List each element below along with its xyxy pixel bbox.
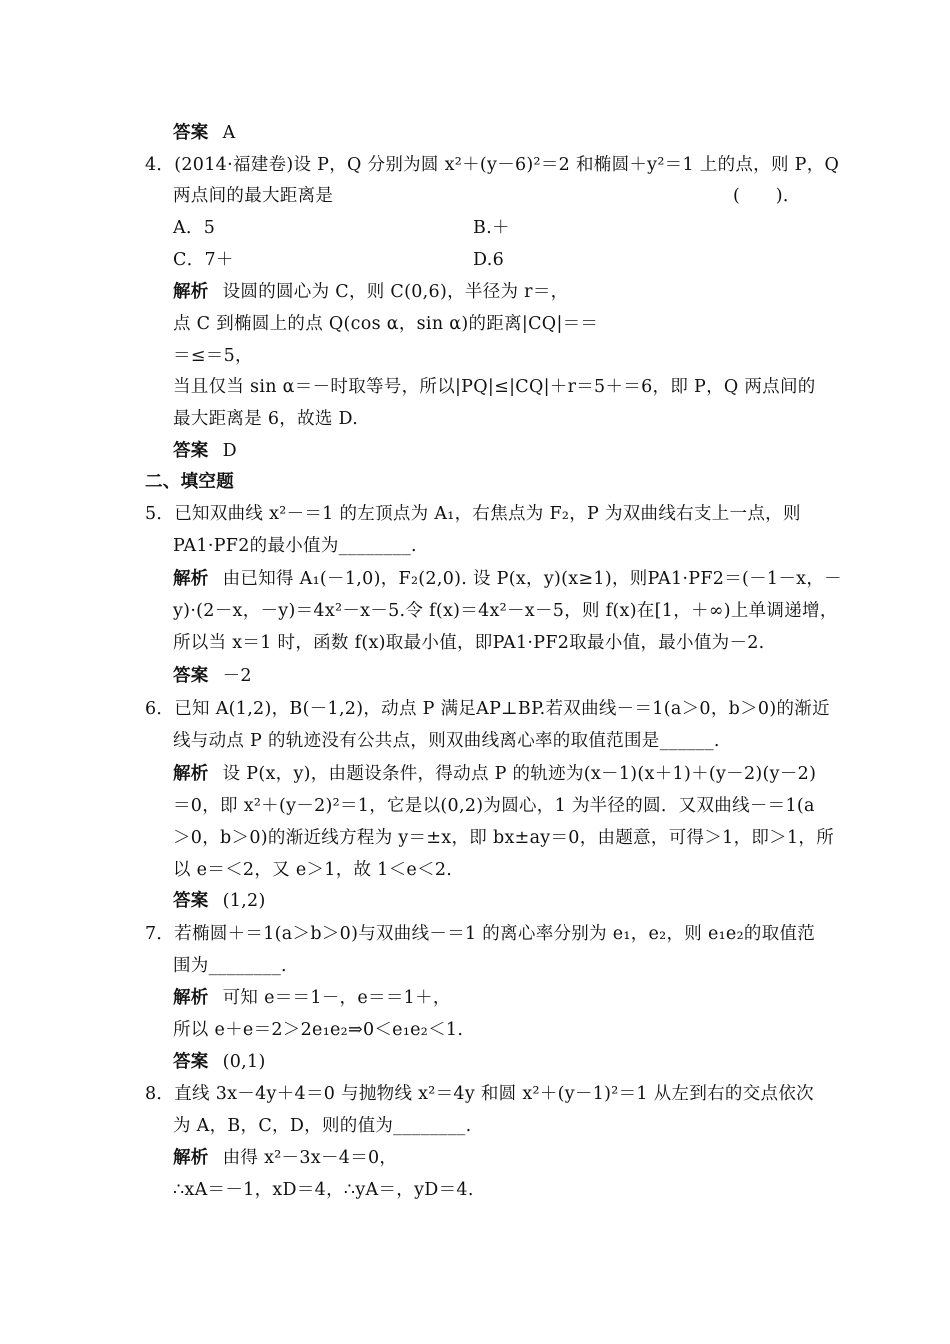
- line-text: A: [222, 123, 236, 143]
- answer-blank: ( )．: [733, 186, 801, 206]
- text-line: [173, 535, 417, 557]
- option-b-text: B.＋: [473, 218, 510, 238]
- text-line: [173, 185, 801, 207]
- text-line: [173, 955, 287, 977]
- line-text: 以 e＝＜2，又 e＞1，故 1＜e＜2.: [173, 860, 453, 880]
- line-text: 8．直线 3x－4y＋4＝0 与抛物线 x²＝4y 和圆 x²＋(y－1)²＝1 从左到右的交点依次: [145, 1084, 814, 1104]
- text-line: [173, 987, 451, 1009]
- line-text: 6．已知 A(1,2)，B(－1,2)，动点 P 满足AP⊥BP.若双曲线－＝1(a＞0，b＞0)的渐近: [145, 699, 830, 719]
- line-text: D: [222, 441, 237, 461]
- text-line: [145, 503, 801, 525]
- line-text: －2: [222, 666, 252, 686]
- line-text: 设圆的圆心为 C，则 C(0,6)，半径为 r＝，: [222, 282, 569, 302]
- line-label: 解析: [173, 569, 209, 589]
- line-text: 所以 e＋e＝2＞2e₁e₂⇒0＜e₁e₂＜1.: [173, 1020, 464, 1040]
- line-text: ＞0，b＞0)的渐近线方程为 y＝±x，即 bx±ay＝0，由题意，可得＞1，即＞1，所: [173, 828, 834, 848]
- line-text: 为 A，B，C，D，则的值为________.: [173, 1116, 472, 1136]
- text-line: [173, 345, 253, 367]
- line-text: 7．若椭圆＋＝1(a＞b＞0)与双曲线－＝1 的离心率分别为 e₁，e₂，则 e₁e₂的取值范: [145, 924, 816, 944]
- line-text: 可知 e＝＝1－，e＝＝1＋，: [222, 988, 451, 1008]
- text-line: [173, 890, 266, 912]
- line-text: 二、填空题: [145, 472, 234, 492]
- line-text: 5．已知双曲线 x²－＝1 的左顶点为 A₁，右焦点为 F₂，P 为双曲线右支上一点，则: [145, 504, 801, 524]
- text-line: [173, 313, 598, 335]
- line-text: ∴xA＝－1，xD＝4，∴yA＝，yD＝4.: [173, 1180, 474, 1200]
- line-label: 解析: [173, 764, 209, 784]
- line-text: ＝≤＝5，: [173, 346, 253, 366]
- line-label: 解析: [173, 988, 209, 1008]
- text-line: [145, 1083, 814, 1105]
- line-text: 围为________.: [173, 956, 287, 976]
- text-line: [173, 376, 816, 398]
- line-text: ＝0，即 x²＋(y－2)²＝1，它是以(0,2)为圆心，1 为半径的圆．又双曲线－＝1(a: [173, 796, 815, 816]
- text-line: [173, 1179, 474, 1201]
- line-text: 由得 x²－3x－4＝0，: [222, 1148, 398, 1168]
- line-text: 点 C 到椭圆上的点 Q(cos α，sin α)的距离|CQ|＝＝: [173, 314, 599, 334]
- text-line: [173, 1115, 471, 1137]
- line-label: 答案: [173, 1052, 209, 1072]
- text-line: [173, 122, 236, 144]
- text-line: [145, 923, 815, 945]
- line-text: 线与动点 P 的轨迹没有公共点，则双曲线离心率的取值范围是______.: [173, 731, 720, 751]
- text-line: [173, 632, 765, 654]
- section-heading: [145, 471, 234, 493]
- text-line: [173, 600, 838, 622]
- line-label: 解析: [173, 1148, 209, 1168]
- line-text: y)·(2－x，－y)＝4x²－x－5.令 f(x)＝4x²－x－5，则 f(x)在[1，＋∞)上单调递增，: [173, 601, 838, 621]
- line-text: 所以当 x＝1 时，函数 f(x)取最小值，即PA1·PF2取最小值，最小值为－2.: [173, 633, 765, 653]
- text-line: [173, 795, 815, 817]
- line-label: 答案: [173, 441, 209, 461]
- text-line: [173, 763, 816, 785]
- option-b-text: D.6: [473, 250, 505, 270]
- text-line: [173, 281, 568, 303]
- line-label: 答案: [173, 123, 209, 143]
- text-line: [173, 1019, 463, 1041]
- text-line: [173, 408, 358, 430]
- text-line: [173, 859, 452, 881]
- line-text: 设 P(x，y)，由题设条件，得动点 P 的轨迹为(x－1)(x＋1)＋(y－2)(y－2): [222, 764, 817, 784]
- text-line: [173, 1051, 266, 1073]
- text-line: [173, 568, 842, 590]
- line-text: C．7＋: [173, 250, 234, 270]
- line-text: PA1·PF2的最小值为________.: [173, 536, 417, 556]
- line-text: 最大距离是 6，故选 D.: [173, 409, 359, 429]
- text-line: [145, 154, 839, 176]
- text-line: [173, 440, 237, 462]
- line-text: (1,2): [222, 891, 266, 911]
- line-text: 两点间的最大距离是: [173, 186, 334, 206]
- text-line: [173, 249, 505, 271]
- text-line: [173, 665, 252, 687]
- line-text: 当且仅当 sin α＝－时取等号，所以|PQ|≤|CQ|＋r＝5＋＝6，即 P，Q 两点间的: [173, 377, 816, 397]
- line-text: 4．(2014·福建卷)设 P，Q 分别为圆 x²＋(y－6)²＝2 和椭圆＋y²＝1 上的点，则 P，Q: [145, 155, 840, 175]
- line-text: 由已知得 A₁(－1,0)，F₂(2,0). 设 P(x，y)(x≥1)，则PA1·PF2＝(－1－x，－: [222, 569, 842, 589]
- line-label: 解析: [173, 282, 209, 302]
- text-line: [173, 1147, 397, 1169]
- line-text: (0,1): [222, 1052, 266, 1072]
- text-line: [173, 730, 720, 752]
- line-text: A．5: [173, 218, 216, 238]
- text-line: [173, 217, 510, 239]
- line-label: 答案: [173, 891, 209, 911]
- line-label: 答案: [173, 666, 209, 686]
- text-line: [145, 698, 830, 720]
- text-line: [173, 827, 834, 849]
